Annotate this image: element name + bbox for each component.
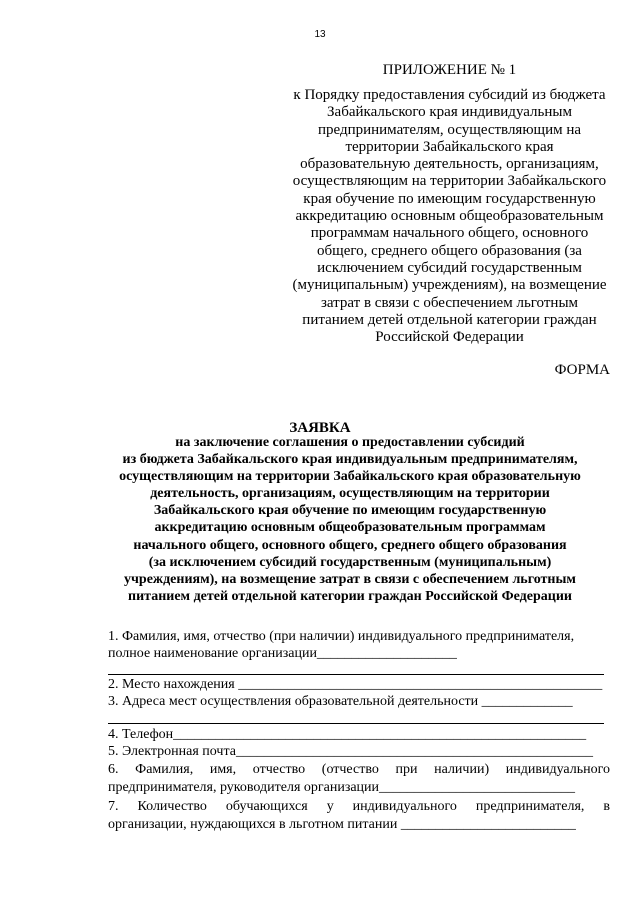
appendix-line: программам начального общего, основного [310, 225, 589, 242]
appendix-title: ПРИЛОЖЕНИЕ № 1 [382, 62, 517, 78]
appendix-line: исключением субсидий государственным [317, 259, 582, 276]
field-2-location[interactable]: 2. Место нахождения ____________________________________________________ [108, 677, 603, 692]
appendix-line: Российской Федерации [375, 329, 524, 346]
field-1-label: 1. Фамилия, имя, отчество (при наличии) индивидуального предпринимателя, [108, 629, 575, 644]
appendix-line: осуществляющим на территории Забайкальского [292, 173, 607, 190]
appendix-line: питанием детей отдельной категории граждан [302, 311, 597, 328]
form-label: ФОРМА [554, 362, 610, 378]
request-subtitle-line: питанием детей отдельной категории граждан Российской Федерации [128, 588, 572, 604]
appendix-line: к Порядку предоставления субсидий из бюджета [293, 87, 606, 103]
field-3-addresses[interactable]: 3. Адреса мест осуществления образовательной деятельности _____________ [108, 694, 573, 709]
field-5-email[interactable]: 5. Электронная почта___________________________________________________ [108, 744, 593, 759]
field-7-label: 7. Количество обучающихся у индивидуального предпринимателя, в [108, 799, 610, 814]
appendix-line: затрат в связи с обеспечением льготным [320, 294, 579, 311]
request-title: ЗАЯВКА [289, 420, 351, 436]
request-subtitle-line: Забайкальского края обучение по имеющим государственную [153, 503, 547, 519]
request-subtitle-line: деятельность, организациям, осуществляющим на территории [150, 486, 550, 502]
request-subtitle-line: начального общего, основного общего, среднего общего образования [133, 537, 567, 553]
request-subtitle [60, 434, 640, 605]
field-7-student-count[interactable]: организации, нуждающихся в льготном питании _________________________ [108, 817, 576, 832]
appendix-line: края обучение по имеющим государственную [303, 190, 596, 207]
field-6-manager-name[interactable]: предпринимателя, руководителя организации____________________________ [108, 780, 576, 795]
appendix-line: аккредитацию основным общеобразовательным [295, 208, 604, 225]
field-6-label: 6. Фамилия, имя, отчество (отчество при наличии) индивидуального [108, 762, 610, 777]
appendix-line: общего, среднего общего образования (за [317, 242, 582, 259]
appendix-line: территории Забайкальского края [345, 138, 554, 155]
appendix-line: (муниципальным) учреждениям), на возмещение [292, 277, 607, 294]
field-4-phone[interactable]: 4. Телефон___________________________________________________________ [108, 727, 587, 742]
appendix-line: предпринимателям, осуществляющим на [317, 121, 582, 138]
page-number: 13 [314, 29, 326, 40]
request-subtitle-line: учреждениям), на возмещение затрат в связи с обеспечением льготным [124, 571, 576, 587]
appendix-body [291, 87, 608, 346]
appendix-line: Забайкальского края индивидуальным [327, 104, 572, 121]
request-subtitle-line: из бюджета Забайкальского края индивидуальным предпринимателям, [122, 452, 578, 468]
field-1-organization-name[interactable]: полное наименование организации____________________ [108, 646, 457, 661]
field-1-blank-line[interactable] [108, 674, 604, 675]
request-subtitle-line: аккредитацию основным общеобразовательным программам [154, 520, 546, 536]
request-subtitle-line: на заключение соглашения о предоставлении субсидий [175, 435, 525, 450]
field-3-blank-line[interactable] [108, 723, 604, 724]
request-subtitle-line: осуществляющим на территории Забайкальского края образовательную [119, 469, 581, 485]
appendix-line: образовательную деятельность, организациям, [300, 156, 599, 173]
request-subtitle-line: (за исключением субсидий государственным (муниципальным) [148, 554, 552, 570]
